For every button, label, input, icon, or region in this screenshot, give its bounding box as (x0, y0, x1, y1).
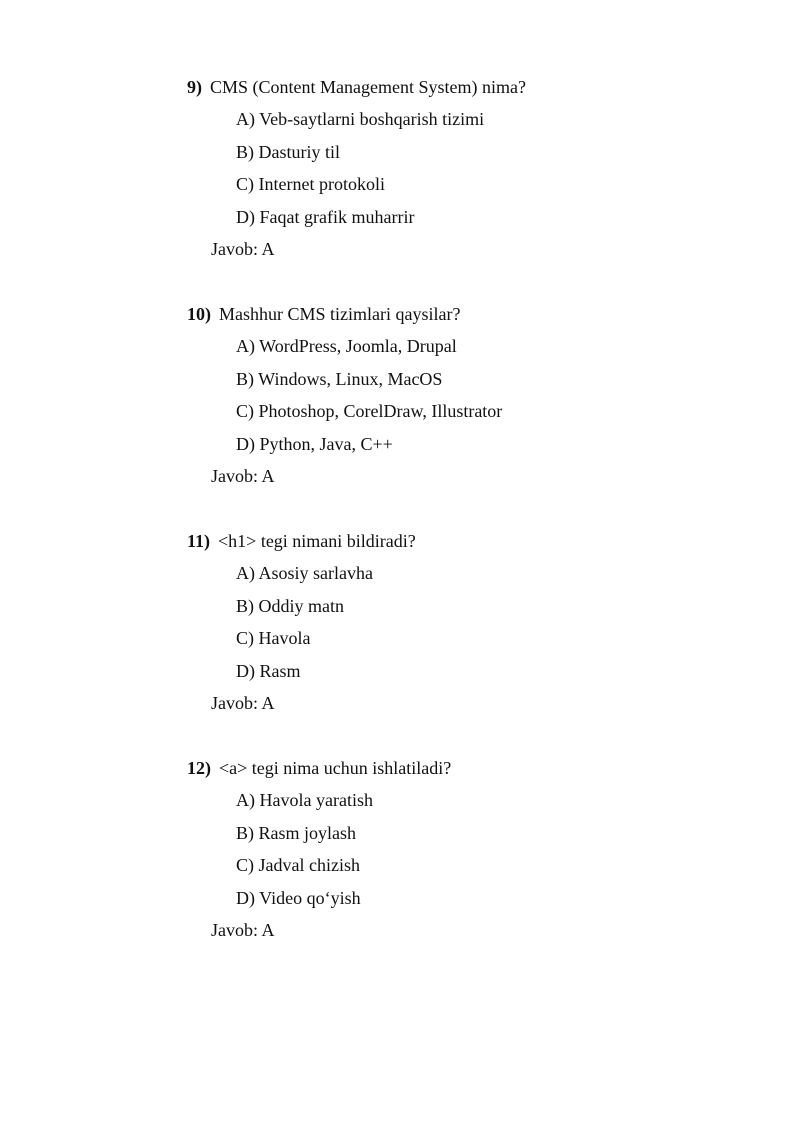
answer-line: Javob: A (211, 920, 275, 940)
question-text: Mashhur CMS tizimlari qaysilar? (219, 304, 461, 324)
question-line (187, 530, 416, 552)
question-line (187, 76, 526, 98)
question-number: 12) (187, 758, 211, 778)
question-line (187, 303, 460, 325)
question-line (187, 757, 451, 779)
question-number: 9) (187, 77, 202, 97)
question-text: <h1> tegi nimani bildiradi? (218, 531, 416, 551)
question-number: 10) (187, 304, 211, 324)
option-b: B) Dasturiy til (236, 142, 340, 162)
option-c: C) Havola (236, 628, 311, 648)
answer-line: Javob: A (211, 693, 275, 713)
question-text: <a> tegi nima uchun ishlatiladi? (219, 758, 452, 778)
option-b: B) Rasm joylash (236, 823, 356, 843)
option-b: B) Oddiy matn (236, 596, 344, 616)
option-d: D) Video qo‘yish (236, 888, 361, 908)
option-b: B) Windows, Linux, MacOS (236, 369, 443, 389)
option-d: D) Faqat grafik muharrir (236, 207, 415, 227)
option-c: C) Photoshop, CorelDraw, Illustrator (236, 401, 503, 421)
option-d: D) Python, Java, C++ (236, 434, 393, 454)
option-a: A) Asosiy sarlavha (236, 563, 373, 583)
option-c: C) Internet protokoli (236, 174, 385, 194)
option-a: A) Havola yaratish (236, 790, 373, 810)
answer-line: Javob: A (211, 239, 275, 259)
option-a: A) WordPress, Joomla, Drupal (236, 336, 457, 356)
option-d: D) Rasm (236, 661, 301, 681)
option-c: C) Jadval chizish (236, 855, 360, 875)
option-a: A) Veb-saytlarni boshqarish tizimi (236, 109, 485, 129)
question-text: CMS (Content Management System) nima? (210, 77, 526, 97)
answer-line: Javob: A (211, 466, 275, 486)
question-number: 11) (187, 531, 211, 551)
